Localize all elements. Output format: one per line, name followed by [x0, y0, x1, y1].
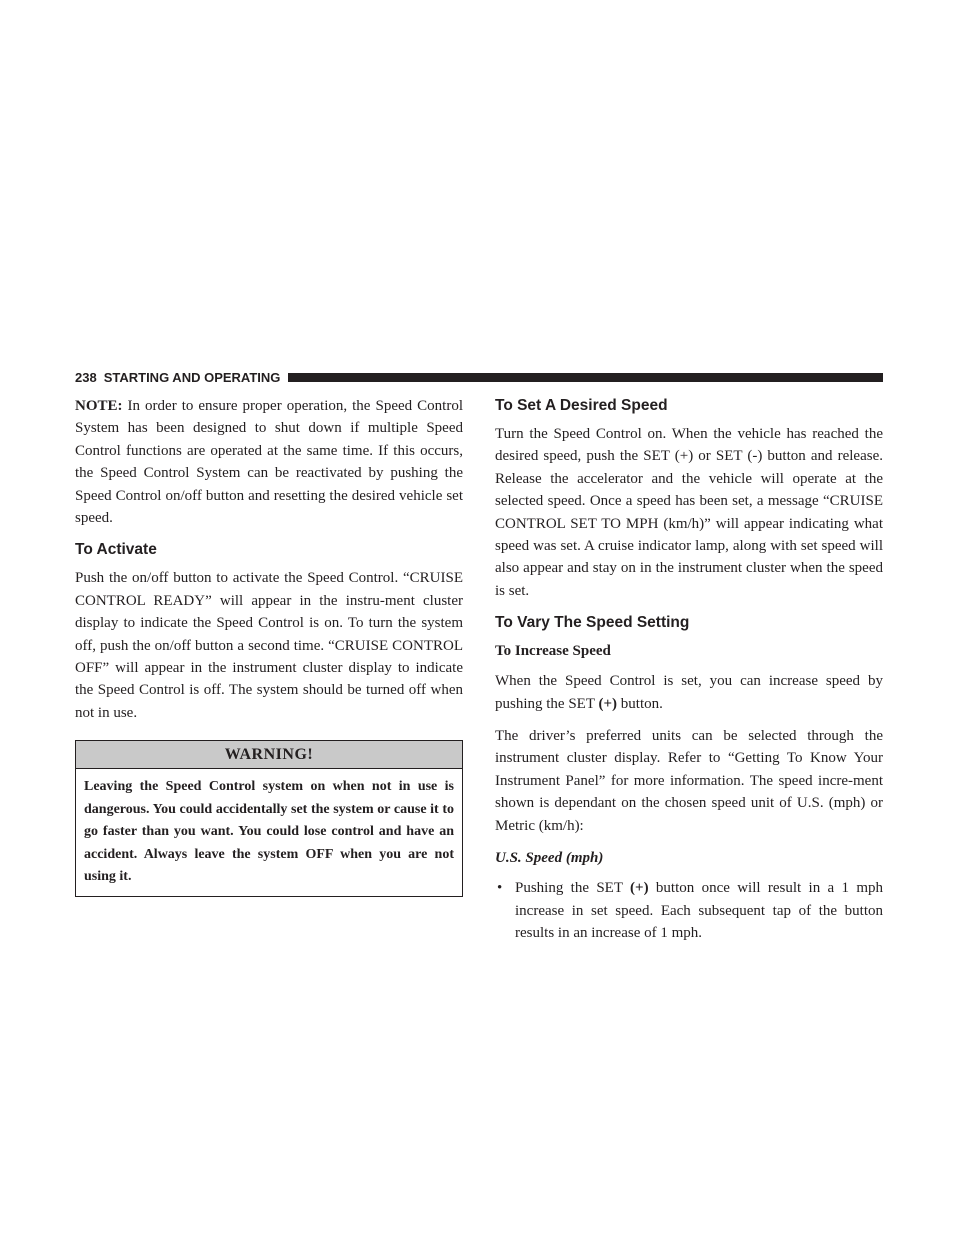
us-speed-heading: U.S. Speed (mph)	[495, 850, 604, 867]
warning-text: Leaving the Speed Control system on when not in use is dangerous. You could accidentally set the system or cause it to go faster than you want. You could lose control and have an accident. Always leave the system OFF when you are not using it.	[84, 779, 454, 884]
note-text: In order to ensure proper operation, the Speed Control System has been designed to shut down if multiple Speed Control functions are operated at the same time. If this occurs, the Speed Control System can be reactivated by pushing the Speed Control on/off button and resetting the desired vehicle set speed.	[75, 398, 463, 527]
warning-box	[75, 740, 463, 897]
bullet-text-2: button once will result in a 1 mph increase in set speed. Each subsequent tap of the button results in an increase of 1 mph.	[515, 880, 883, 941]
bullet-icon: •	[497, 880, 503, 897]
increase-speed-heading: To Increase Speed	[495, 643, 611, 660]
set-speed-heading: To Set A Desired Speed	[495, 397, 668, 414]
header-rule	[288, 373, 883, 382]
bullet-text-1: Pushing the SET	[515, 880, 631, 897]
activate-heading: To Activate	[75, 541, 157, 559]
units-paragraph: The driver’s preferred units can be selected through the instrument cluster display. Refer to “Getting To Know Your Instrument Panel” for more information. The speed incre-ment shown is dependant on the chosen speed unit of U.S. (mph) or Metric (km/h):	[495, 728, 883, 834]
increase-speed-paragraph	[495, 670, 883, 715]
warning-title: WARNING!	[76, 741, 462, 769]
left-column	[75, 395, 463, 897]
bullet-text	[515, 877, 883, 944]
note-paragraph	[75, 395, 463, 529]
set-plus-label: (+)	[598, 695, 618, 712]
bullet-set-plus-label: (+)	[630, 880, 649, 897]
increase-text-2: button.	[617, 695, 663, 712]
activate-paragraph: Push the on/off button to activate the Speed Control. “CRUISE CONTROL READY” will appear in the instru-ment cluster display to indicate the Speed Control is on. To turn the system off, push the on/off button a second time. “CRUISE CONTROL OFF” will appear in the instrument cluster display to indicate the Speed Control is off. The system should be turned off when not in use.	[75, 570, 463, 721]
bullet-item	[495, 877, 883, 944]
page-header	[75, 369, 883, 385]
increase-text-1: When the Speed Control is set, you can increase speed by pushing the SET	[495, 673, 883, 712]
section-title: STARTING AND OPERATING	[103, 369, 281, 385]
right-column	[495, 395, 883, 944]
page-number: 238	[75, 369, 97, 385]
vary-speed-heading: To Vary The Speed Setting	[495, 614, 690, 632]
note-label: NOTE:	[75, 398, 123, 414]
set-speed-paragraph: Turn the Speed Control on. When the vehicle has reached the desired speed, push the SET (+) or SET (-) button and release. Release the accelerator and the vehicle will operate at the selected speed. Once a speed has been set, a message “CRUISE CONTROL SET TO MPH (km/h)” will appear indicating what speed was set. A cruise indicator lamp, along with set speed will also appear and stay on in the instrument cluster when the speed is set.	[495, 426, 883, 599]
